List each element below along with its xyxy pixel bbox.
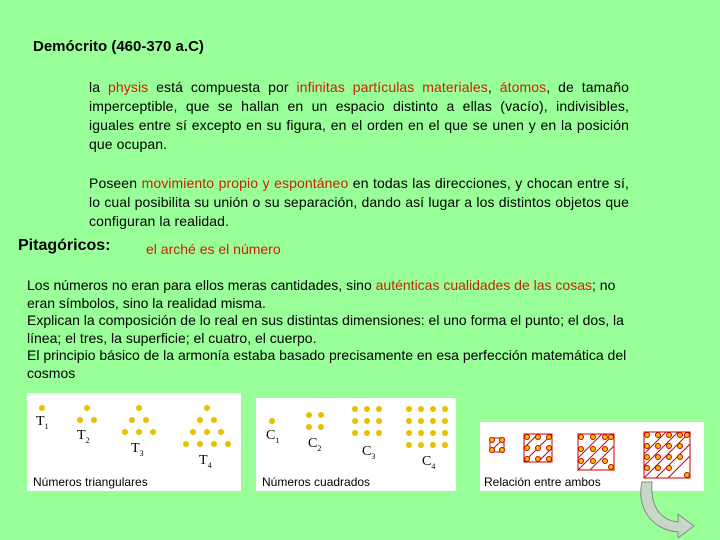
dot [406,406,412,412]
dot [129,417,135,423]
dot [318,424,324,430]
dot [211,417,217,423]
dot [430,418,436,424]
dot [376,418,382,424]
democrito-paragraph-1 [89,78,629,154]
dot [122,429,128,435]
dot [218,429,224,435]
dot [364,406,370,412]
p1-text-a: la [89,79,108,95]
p3-text-a: Los números no eran para ellos meras cantidades, sino [27,277,376,293]
dot [376,406,382,412]
p3-text-b: ; no eran símbolos, sino la realidad misma. [27,277,616,311]
p3-line-2: Explican la composición de lo real en sus distintas dimensiones: el uno forma el punto; el dos, la línea; el tres, la superficie; el cuatro, el cuerpo. [27,312,624,346]
curved-arrow-icon [632,478,702,538]
dot [225,441,231,447]
dot [442,406,448,412]
dot [430,430,436,436]
label-t4: $T_4$ [199,453,212,470]
p3-line-1 [27,277,647,312]
democrito-paragraph-2 [89,174,629,231]
dot [418,418,424,424]
dot [442,418,448,424]
dot [406,418,412,424]
pitagoricos-subtitle: el arché es el número [146,241,281,257]
dot [442,442,448,448]
dot [364,430,370,436]
label-t1: $T_1$ [36,414,49,431]
dot [183,441,189,447]
dot [77,417,83,423]
dot [406,430,412,436]
dot [352,418,358,424]
dot [269,418,275,424]
p3-term-cualidades: auténticas cualidades de las cosas [375,277,592,293]
pitagoricos-paragraph [27,277,647,382]
p1-term-physis: physis [107,79,149,95]
dot [318,412,324,418]
triangular-caption: Números triangulares [33,475,148,489]
dot [406,442,412,448]
dot [204,429,210,435]
p1-term-atomos: átomos [499,79,547,95]
label-c1: $C_1$ [266,428,280,445]
dot [352,406,358,412]
dot [418,406,424,412]
dot [197,441,203,447]
pitagoricos-heading: Pitagóricos: [18,237,111,254]
dot [190,429,196,435]
page-title: Demócrito (460-370 a.C) [33,38,204,55]
label-c3: $C_3$ [362,444,376,461]
dot [204,405,210,411]
dot [39,405,45,411]
dot [430,406,436,412]
dot [430,442,436,448]
square-caption: Números cuadrados [262,475,371,489]
p1-text-c: , [487,79,500,95]
label-t3: $T_3$ [131,441,144,458]
dot [143,417,149,423]
p2-text-a: Poseen [89,175,142,191]
p1-text-b: está compuesta por [148,79,297,95]
p2-term-movimiento: movimiento propio y espontáneo [141,175,349,191]
label-t2: $T_2$ [77,428,90,445]
dot [418,442,424,448]
dot [376,430,382,436]
relation-caption: Relación entre ambos [484,475,601,489]
dot [197,417,203,423]
dot [150,429,156,435]
p3-line-3: El principio básico de la armonía estaba basado precisamente en esa perfección matemática del cosmos [27,347,627,381]
dot [418,430,424,436]
dot [442,430,448,436]
dot [211,441,217,447]
p1-text-d: , de tamaño imperceptible, que se hallan en un espacio distinto a ellas (vacío), indivisibles, iguales entre sí excepto en su figura, en el orden en el que se unen y en la posición que ocupan. [89,79,630,152]
dot [91,417,97,423]
p2-text-b: en todas las direcciones, y chocan entre sí, lo cual posibilita su unión o su separación, dando así lugar a los distintos objetos que configuran la realidad. [89,175,630,229]
dot [84,405,90,411]
dot [364,418,370,424]
label-c4: $C_4$ [422,454,436,471]
dot [306,412,312,418]
p1-term-particulas: infinitas partículas materiales [296,79,488,95]
label-c2: $C_2$ [308,436,322,453]
dot [136,429,142,435]
dot [306,424,312,430]
dot [136,405,142,411]
dot [352,430,358,436]
